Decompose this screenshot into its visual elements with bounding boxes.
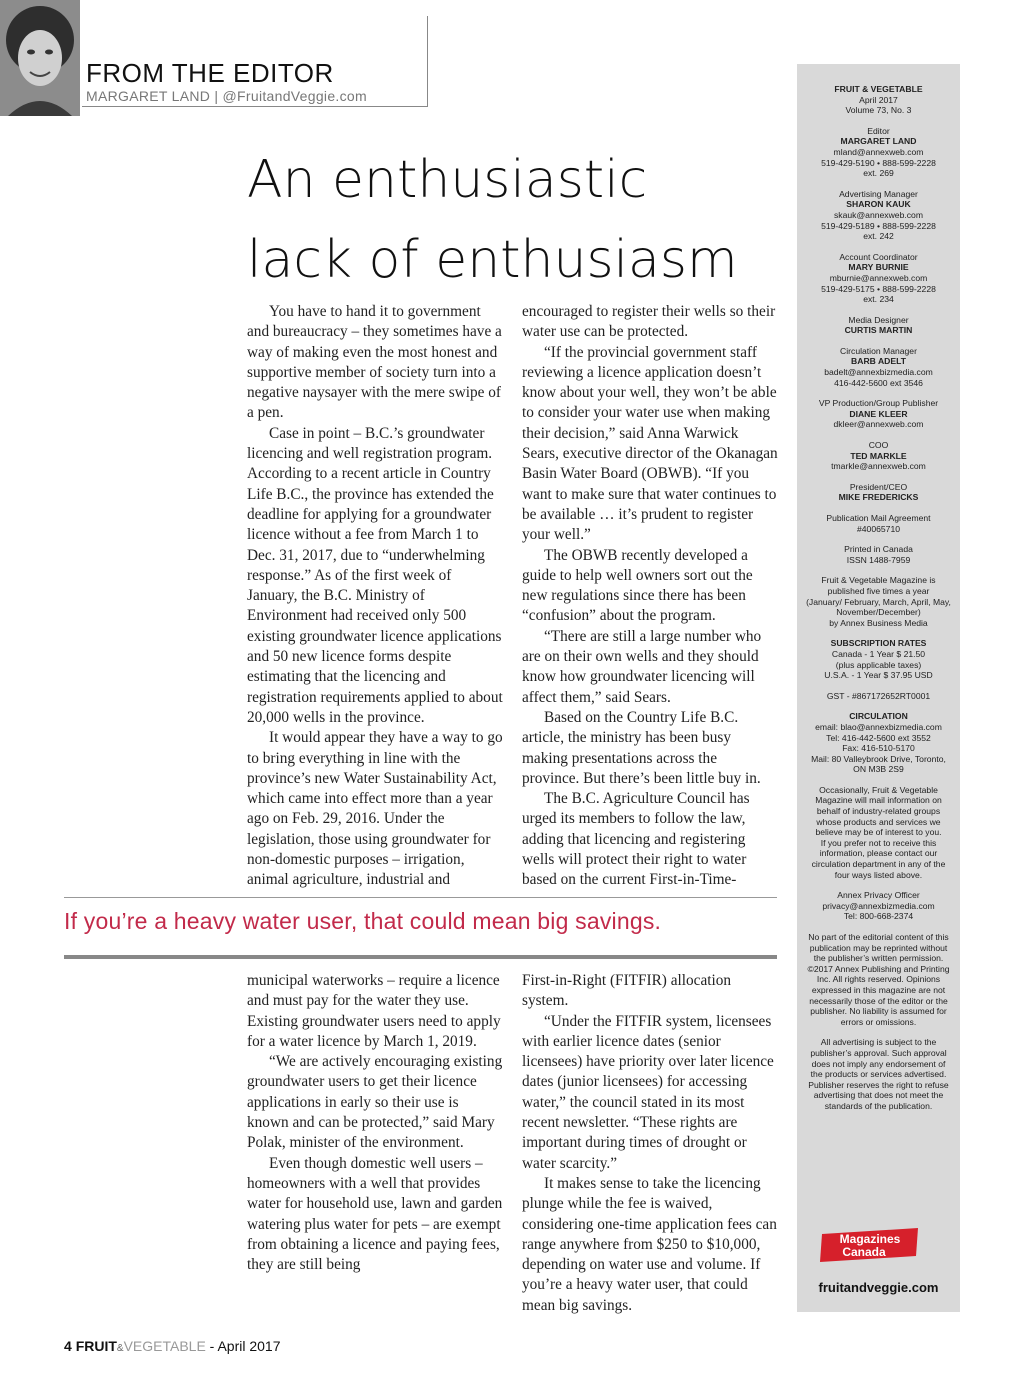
masthead-copyright bbox=[797, 932, 960, 1027]
email: tmarkle@annexweb.com bbox=[831, 461, 926, 472]
pullquote-bottom-rule bbox=[64, 955, 777, 959]
text: circulation department in any of the bbox=[811, 859, 946, 870]
role: VP Production/Group Publisher bbox=[818, 398, 939, 409]
masthead-advertising-note bbox=[797, 1037, 960, 1111]
name: MIKE FREDERICKS bbox=[838, 492, 919, 503]
name: MARY BURNIE bbox=[848, 262, 909, 273]
role: Advertising Manager bbox=[839, 188, 918, 199]
publication-name: FRUIT & VEGETABLE bbox=[834, 84, 923, 94]
text: #40065710 bbox=[856, 523, 900, 534]
section-title: FROM THE EDITOR bbox=[86, 58, 334, 88]
masthead-advertising bbox=[797, 189, 960, 242]
paragraph: “Under the FITFIR system, licensees with earlier licence dates (senior licensees) have priority over later licence dates (junior licensees) for accessing water,” the council stated in its most recent newsletter. “These rights are important during times of drought or water scarcity.” bbox=[522, 1012, 774, 1172]
masthead-circulation bbox=[797, 711, 960, 775]
text: expressed in this magazine are not bbox=[811, 984, 946, 995]
name: CURTIS MARTIN bbox=[844, 325, 913, 336]
masthead-ceo bbox=[797, 482, 960, 503]
phone: 519-429-5190 • 888-599-2228 bbox=[821, 157, 936, 168]
folio-fruit: FRUIT bbox=[75, 1338, 117, 1354]
name: SHARON KAUK bbox=[846, 199, 911, 210]
email: badelt@annexbizmedia.com bbox=[824, 367, 933, 378]
masthead-vp bbox=[797, 398, 960, 430]
text: Publication Mail Agreement bbox=[826, 513, 931, 523]
masthead-privacy bbox=[797, 890, 960, 922]
text: errors or omissions. bbox=[840, 1016, 917, 1027]
text: Printed in Canada bbox=[844, 544, 913, 555]
paragraph: Case in point – B.C.’s groundwater licencing and well registration program. According to a recent article in Country Life B.C., the province has extended the deadline for applying for a groundwater licence without a fee from March 1 to Dec. 31, 2017, due to “underwhelming response.” As of the first week of January, the B.C. Ministry of Environment had received only 500 existing groundwater licence applications and 50 new licence forms despite estimating that the licencing and registration requirements applied to about 20,000 wells in the province. bbox=[247, 424, 503, 726]
email: mland@annexweb.com bbox=[833, 146, 924, 157]
role: COO bbox=[868, 440, 889, 451]
paragraph: “There are still a large number who are on their own wells and they should know how groundwater licencing will affect them,” said Sears. bbox=[522, 627, 762, 706]
text: believe may be of interest to you. bbox=[815, 827, 942, 838]
name: MARGARET LAND bbox=[840, 136, 917, 147]
text: the products or services advertised. bbox=[810, 1069, 947, 1080]
name: TED MARKLE bbox=[850, 450, 907, 461]
tel: Tel: 800-668-2374 bbox=[843, 911, 914, 922]
article-column-2 bbox=[522, 302, 778, 891]
paragraph: municipal waterworks – require a licence and must pay for the water they use. Existing groundwater users need to apply for a water licence by March 1, 2019. bbox=[247, 972, 501, 1050]
text: by Annex Business Media bbox=[829, 617, 928, 628]
text: publication may be reprinted without bbox=[809, 942, 948, 953]
text: Inc. All rights reserved. Opinions bbox=[816, 974, 941, 985]
text: If you prefer not to receive this bbox=[820, 837, 937, 848]
masthead-gst: GST - #867172652RT0001 bbox=[826, 690, 931, 701]
headline-line-1: An enthusiastic bbox=[247, 150, 648, 210]
text: No part of the editorial content of this bbox=[808, 932, 949, 942]
page-number: 4 bbox=[64, 1338, 72, 1354]
text: U.S.A. - 1 Year $ 37.95 USD bbox=[824, 670, 933, 681]
name: BARB ADELT bbox=[851, 356, 906, 367]
text: Publisher reserves the right to refuse bbox=[808, 1079, 949, 1090]
phone: 519-429-5175 • 888-599-2228 bbox=[821, 283, 936, 294]
volume: Volume 73, No. 3 bbox=[845, 105, 912, 116]
article-column-1 bbox=[247, 302, 503, 891]
header-vertical-rule bbox=[427, 16, 428, 106]
byline: MARGARET LAND | @FruitandVeggie.com bbox=[86, 88, 367, 104]
masthead-coo bbox=[797, 440, 960, 472]
paragraph: First-in-Right (FITFIR) allocation system. bbox=[522, 972, 732, 1010]
editor-photo bbox=[0, 0, 80, 116]
paragraph: You have to hand it to government and bureaucracy – they sometimes have a way of making even the most honest and supportive member of society turn into a negative naysayer with the mere swipe of a pen. bbox=[247, 303, 502, 422]
headline-line-2: lack of enthusiasm bbox=[247, 230, 738, 290]
paragraph: Based on the Country Life B.C. article, the ministry has been busy making presentations across the province. But there’s been little buy in. bbox=[522, 708, 761, 787]
email: dkleer@annexweb.com bbox=[833, 419, 924, 430]
role: Circulation Manager bbox=[840, 345, 917, 356]
logo-text-2: Canada bbox=[842, 1245, 886, 1259]
paragraph: “If the provincial government staff reviewing a licence application doesn’t know about your well, they won’t be able to consider your water use when making their decision,” said Anna Warwick Sears, executive director of the Okanagan Basin Water Board (OBWB). “If you want to make sure that water continues to be available … it’s prudent to register your well.” bbox=[522, 343, 778, 544]
tel: Tel: 416-442-5600 ext 3552 bbox=[826, 732, 931, 743]
text: Occasionally, Fruit & Vegetable bbox=[819, 784, 938, 795]
heading: CIRCULATION bbox=[849, 711, 908, 722]
folio-date: - April 2017 bbox=[205, 1338, 281, 1354]
article-column-3 bbox=[247, 971, 503, 1275]
email: skauk@annexweb.com bbox=[834, 209, 923, 220]
text: necessarily those of the editor or the bbox=[809, 995, 948, 1006]
text: whose products and services we bbox=[816, 816, 941, 827]
phone: 416-442-5600 ext 3546 bbox=[834, 377, 923, 388]
text: published five times a year bbox=[827, 585, 930, 596]
text: ISSN 1488-7959 bbox=[846, 554, 911, 565]
article-column-4 bbox=[522, 971, 778, 1316]
address: Mail: 80 Valleybrook Drive, Toronto, bbox=[811, 753, 946, 764]
role: President/CEO bbox=[849, 481, 908, 492]
text: advertising that does not meet the bbox=[813, 1090, 944, 1101]
magazines-canada-logo bbox=[818, 1228, 922, 1262]
text: does not imply any endorsement of bbox=[811, 1058, 946, 1069]
paragraph: encouraged to register their wells so their water use can be protected. bbox=[522, 303, 776, 341]
role: Editor bbox=[867, 125, 890, 136]
role: Media Designer bbox=[848, 314, 909, 325]
logo-text-1: Magazines bbox=[839, 1232, 901, 1246]
role: Annex Privacy Officer bbox=[837, 890, 920, 901]
ext: ext. 234 bbox=[863, 294, 894, 305]
address: ON M3B 2S9 bbox=[853, 764, 904, 775]
folio-amp: & bbox=[116, 1343, 124, 1354]
fax: Fax: 416-510-5170 bbox=[842, 743, 915, 754]
paragraph: It would appear they have a way to go to bring everything in line with the province’s new Water Sustainability Act, which came into effect more than a year ago on Feb. 29, 2016. Under the legislation, those using groundwater for non-domestic purposes – irrigation, animal agriculture, industrial and bbox=[247, 729, 503, 889]
text: (plus applicable taxes) bbox=[835, 659, 922, 670]
masthead-printed bbox=[797, 544, 960, 565]
text: All advertising is subject to the bbox=[820, 1037, 937, 1048]
text: (January/ February, March, April, May, bbox=[806, 596, 951, 607]
text: information, please contact our bbox=[819, 848, 938, 859]
masthead-publication bbox=[797, 64, 960, 116]
page-folio bbox=[64, 1338, 281, 1354]
masthead-sidebar bbox=[797, 64, 960, 1312]
masthead-designer bbox=[797, 315, 960, 336]
text: behalf of industry-related groups bbox=[816, 806, 941, 817]
pullquote: If you’re a heavy water user, that could mean big savings. bbox=[64, 908, 662, 934]
masthead-occasionally bbox=[797, 785, 960, 880]
email: mburnie@annexweb.com bbox=[829, 272, 928, 283]
role: Account Coordinator bbox=[839, 251, 918, 262]
paragraph: It makes sense to take the licencing plunge while the fee is waived, considering one-time application fees can range anywhere from $250 to $10,000, depending on water use and volume. If you’re a heavy water user, that could mean big savings. bbox=[522, 1174, 777, 1314]
header-horizontal-rule bbox=[82, 106, 428, 107]
paragraph: “We are actively encouraging existing groundwater users to get their licence applications in early so their use is known and can be protected,” said Mary Polak, minister of the environment. bbox=[247, 1053, 503, 1152]
text: Fruit & Vegetable Magazine is bbox=[821, 575, 936, 586]
masthead-published bbox=[797, 575, 960, 628]
heading: SUBSCRIPTION RATES bbox=[830, 638, 927, 649]
website-link[interactable]: fruitandveggie.com bbox=[818, 1280, 939, 1295]
text: standards of the publication. bbox=[824, 1100, 933, 1111]
masthead-mail-agreement bbox=[797, 513, 960, 534]
email: privacy@annexbizmedia.com bbox=[822, 900, 935, 911]
masthead-account bbox=[797, 252, 960, 305]
text: publisher. No liability is assumed for bbox=[810, 1006, 947, 1017]
issue-date: April 2017 bbox=[859, 94, 898, 105]
ext: ext. 269 bbox=[863, 168, 894, 179]
text: publisher’s approval. Such approval bbox=[810, 1047, 947, 1058]
masthead-subscription bbox=[797, 638, 960, 680]
paragraph: Even though domestic well users – homeowners with a well that provides water for household use, lawn and garden watering plus water for pets – are exempt from obtaining a licence and paying fees, they are still being bbox=[247, 1154, 503, 1274]
phone: 519-429-5189 • 888-599-2228 bbox=[821, 220, 936, 231]
headline bbox=[247, 140, 777, 300]
masthead-circulation-manager bbox=[797, 346, 960, 388]
folio-vegetable: VEGETABLE bbox=[123, 1338, 206, 1354]
text: four ways listed above. bbox=[834, 869, 923, 880]
text: Magazine will mail information on bbox=[815, 795, 942, 806]
text: November/December) bbox=[836, 607, 921, 618]
text: the publisher’s written permission. bbox=[813, 953, 944, 964]
ext: ext. 242 bbox=[863, 231, 894, 242]
name: DIANE KLEER bbox=[849, 408, 908, 419]
masthead-editor bbox=[797, 126, 960, 179]
paragraph: The OBWB recently developed a guide to help well owners sort out the new regulations since there has been “confusion” about the program. bbox=[522, 546, 753, 625]
pullquote-top-rule bbox=[64, 897, 777, 898]
text: ©2017 Annex Publishing and Printing bbox=[807, 963, 950, 974]
text: Canada - 1 Year $ 21.50 bbox=[831, 648, 926, 659]
email: email: blao@annexbizmedia.com bbox=[815, 721, 942, 732]
paragraph: The B.C. Agriculture Council has urged its members to follow the law, adding that licencing and registering wells will protect their right to water based on the current First-in-Time- bbox=[522, 790, 750, 889]
